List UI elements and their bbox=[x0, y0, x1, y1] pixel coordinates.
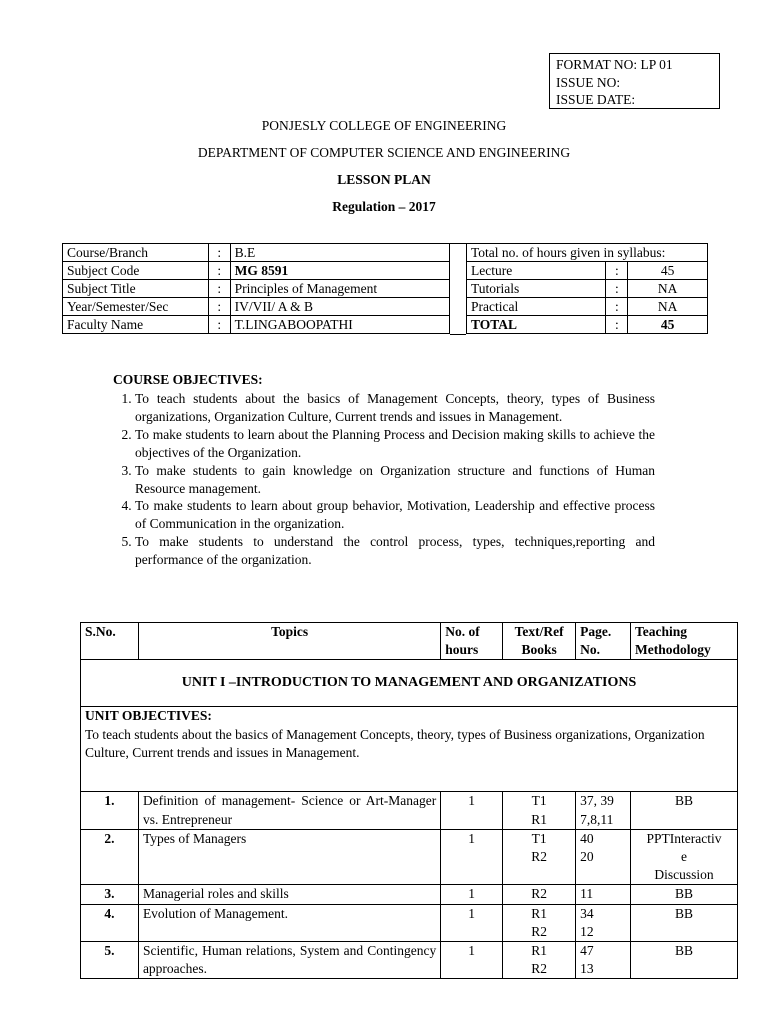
row-topic: Evolution of Management. bbox=[138, 904, 440, 941]
row-sno: 2. bbox=[81, 829, 139, 885]
course-info-separator: : bbox=[208, 244, 230, 262]
course-info-value: B.E bbox=[230, 244, 449, 262]
hours-heading: Total no. of hours given in syllabus: bbox=[467, 244, 708, 262]
row-hours: 1 bbox=[441, 829, 503, 885]
header-sno: S.No. bbox=[81, 623, 139, 660]
table-row bbox=[81, 942, 738, 979]
hours-row bbox=[467, 316, 708, 334]
row-sno: 5. bbox=[81, 942, 139, 979]
row-topic: Definition of management- Science or Art-Manager vs. Entrepreneur bbox=[138, 792, 440, 829]
header-page-line1: Page. bbox=[580, 624, 612, 639]
course-info-row bbox=[63, 244, 450, 262]
header-page-line2: No. bbox=[580, 642, 600, 658]
course-info-label: Subject Code bbox=[63, 262, 209, 280]
issue-number: ISSUE NO: bbox=[556, 74, 621, 90]
objective-item: 4. To make students to learn about group behavior, Motivation, Leadership and effective process of Communication in the organization. bbox=[135, 497, 655, 533]
objective-item: 3. To make students to gain knowledge on Organization structure and functions of Human Resource management. bbox=[135, 462, 655, 498]
hours-separator: : bbox=[606, 316, 628, 334]
table-row bbox=[81, 885, 738, 904]
table-gap-cell bbox=[450, 243, 466, 335]
row-sno: 3. bbox=[81, 885, 139, 904]
row-method-line: PPTInteractiv bbox=[646, 830, 722, 846]
objective-item: 1. To teach students about the basics of Management Concepts, theory, types of Business organizations, Organization Culture, Current trends and issues in Management. bbox=[135, 390, 655, 426]
objective-item: 5. To make students to understand the control process, types, techniques,reporting and performance of the organization. bbox=[135, 533, 655, 569]
row-book: R2 bbox=[531, 923, 547, 939]
row-page bbox=[576, 829, 631, 885]
issue-date: ISSUE DATE: bbox=[556, 92, 636, 107]
course-info-separator: : bbox=[208, 316, 230, 334]
course-objectives-list bbox=[113, 390, 655, 569]
hours-label: Practical bbox=[467, 298, 606, 316]
course-info-label: Course/Branch bbox=[63, 244, 209, 262]
row-hours: 1 bbox=[441, 792, 503, 829]
course-objectives-heading: COURSE OBJECTIVES: bbox=[113, 372, 263, 387]
college-name: PONJESLY COLLEGE OF ENGINEERING bbox=[261, 118, 507, 133]
row-hours: 1 bbox=[441, 942, 503, 979]
row-books bbox=[503, 792, 576, 829]
format-number: FORMAT NO: LP 01 bbox=[556, 57, 673, 72]
header-hours-line2: hours bbox=[445, 642, 479, 658]
row-page-line: 7,8,11 bbox=[580, 811, 614, 827]
course-info-value: MG 8591 bbox=[230, 262, 449, 280]
row-method: BB bbox=[631, 792, 738, 829]
row-hours: 1 bbox=[441, 885, 503, 904]
row-topic: Scientific, Human relations, System and Contingency approaches. bbox=[138, 942, 440, 979]
hours-value: 45 bbox=[628, 262, 708, 280]
row-method: BB bbox=[631, 942, 738, 979]
row-method bbox=[631, 829, 738, 885]
table-row bbox=[81, 829, 738, 885]
table-row bbox=[81, 904, 738, 941]
lesson-plan-table bbox=[80, 622, 738, 979]
row-page bbox=[576, 792, 631, 829]
course-info-label: Subject Title bbox=[63, 280, 209, 298]
unit-objectives-heading: UNIT OBJECTIVES: bbox=[85, 708, 212, 724]
row-sno: 1. bbox=[81, 792, 139, 829]
unit-title-row bbox=[81, 660, 738, 707]
row-page-line: 40 bbox=[580, 830, 594, 846]
course-info-row bbox=[63, 298, 450, 316]
row-book: R1 bbox=[531, 943, 547, 959]
course-objectives bbox=[113, 372, 655, 569]
hours-separator: : bbox=[606, 262, 628, 280]
unit-objectives bbox=[81, 707, 738, 792]
hours-label: Tutorials bbox=[467, 280, 606, 298]
row-method-line: e bbox=[681, 849, 688, 865]
row-page-line: 47 bbox=[580, 943, 594, 959]
row-hours: 1 bbox=[441, 904, 503, 941]
row-page bbox=[576, 904, 631, 941]
row-page bbox=[576, 942, 631, 979]
row-book: R2 bbox=[531, 849, 547, 865]
header-books-line2: Books bbox=[521, 642, 557, 658]
row-books bbox=[503, 942, 576, 979]
row-page-line: 34 bbox=[580, 905, 594, 921]
header-topics: Topics bbox=[138, 623, 440, 660]
header-hours-line1: No. of bbox=[445, 624, 480, 639]
course-info-label: Year/Semester/Sec bbox=[63, 298, 209, 316]
objective-item: 2. To make students to learn about the Planning Process and Decision making skills to achieve the objectives of the Organization. bbox=[135, 426, 655, 462]
row-books bbox=[503, 904, 576, 941]
row-book: T1 bbox=[531, 793, 547, 809]
course-info-table bbox=[62, 243, 450, 334]
row-method: BB bbox=[631, 885, 738, 904]
row-book: R1 bbox=[531, 905, 547, 921]
course-info-row bbox=[63, 280, 450, 298]
hours-row bbox=[467, 298, 708, 316]
header-hours bbox=[441, 623, 503, 660]
course-info-value: Principles of Management bbox=[230, 280, 449, 298]
row-sno: 4. bbox=[81, 904, 139, 941]
unit-objectives-text: To teach students about the basics of Management Concepts, theory, types of Business organizations, Organization Culture, Current trends and issues in Management. bbox=[85, 726, 705, 760]
course-info-label: Faculty Name bbox=[63, 316, 209, 334]
row-book: R2 bbox=[531, 961, 547, 977]
document-title: LESSON PLAN bbox=[337, 172, 431, 187]
hours-row bbox=[467, 280, 708, 298]
hours-value: NA bbox=[628, 280, 708, 298]
hours-value: NA bbox=[628, 298, 708, 316]
row-page: 11 bbox=[576, 885, 631, 904]
hours-heading-row bbox=[467, 244, 708, 262]
course-info-value: IV/VII/ A & B bbox=[230, 298, 449, 316]
table-header-row bbox=[81, 623, 738, 660]
row-topic: Managerial roles and skills bbox=[138, 885, 440, 904]
unit-title: UNIT I –INTRODUCTION TO MANAGEMENT AND ORGANIZATIONS bbox=[81, 660, 738, 707]
row-books bbox=[503, 829, 576, 885]
unit-objectives-row bbox=[81, 707, 738, 792]
course-info-row bbox=[63, 262, 450, 280]
header-books bbox=[503, 623, 576, 660]
course-info-value: T.LINGABOOPATHI bbox=[230, 316, 449, 334]
regulation: Regulation – 2017 bbox=[332, 199, 436, 214]
header-books-line1: Text/Ref bbox=[514, 624, 564, 639]
row-book: T1 bbox=[531, 830, 547, 846]
row-books: R2 bbox=[503, 885, 576, 904]
course-info-separator: : bbox=[208, 262, 230, 280]
hours-separator: : bbox=[606, 280, 628, 298]
row-page-line: 13 bbox=[580, 961, 594, 977]
hours-value: 45 bbox=[628, 316, 708, 334]
row-page-line: 12 bbox=[580, 923, 594, 939]
header-page bbox=[576, 623, 631, 660]
hours-separator: : bbox=[606, 298, 628, 316]
header-method bbox=[631, 623, 738, 660]
row-method: BB bbox=[631, 904, 738, 941]
row-method-line: Discussion bbox=[654, 867, 714, 883]
row-page-line: 37, 39 bbox=[580, 793, 614, 809]
row-page-line: 20 bbox=[580, 849, 594, 865]
hours-label: Lecture bbox=[467, 262, 606, 280]
header-method-line1: Teaching bbox=[635, 624, 688, 639]
row-book: R1 bbox=[531, 811, 547, 827]
course-info-separator: : bbox=[208, 298, 230, 316]
format-box bbox=[549, 53, 720, 109]
course-info-separator: : bbox=[208, 280, 230, 298]
table-row bbox=[81, 792, 738, 829]
hours-table bbox=[466, 243, 708, 334]
hours-label: TOTAL bbox=[467, 316, 606, 334]
hours-row bbox=[467, 262, 708, 280]
course-info-row bbox=[63, 316, 450, 334]
header-method-line2: Methodology bbox=[635, 642, 711, 658]
row-topic: Types of Managers bbox=[138, 829, 440, 885]
department-name: DEPARTMENT OF COMPUTER SCIENCE AND ENGINEERING bbox=[197, 145, 571, 160]
